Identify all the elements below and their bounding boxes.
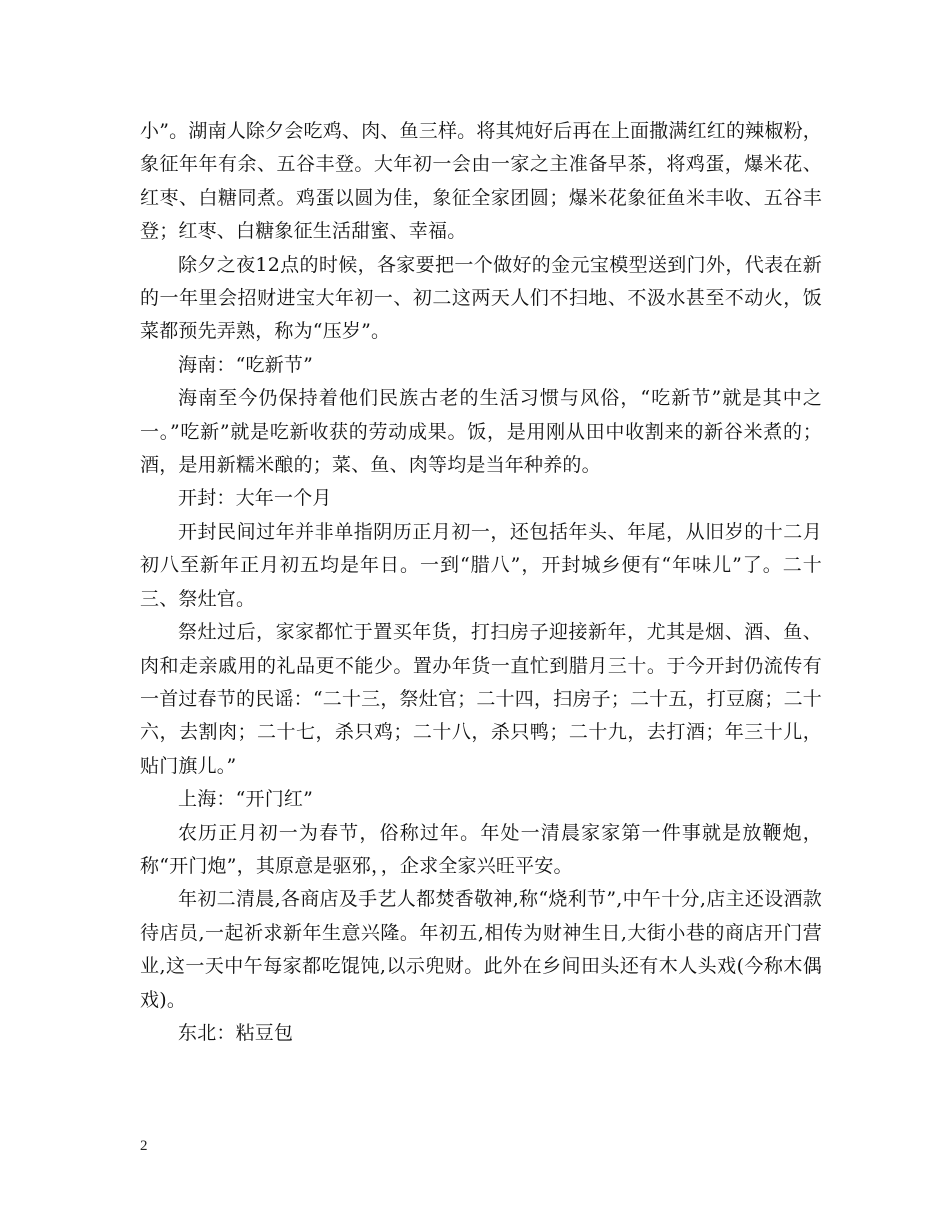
paragraph: 年初二清晨,各商店及手艺人都焚香敬神,称“烧利节”,中午十分,店主还设酒款待店员,一起祈求新年生意兴隆。年初五,相传为财神生日,大街小巷的商店开门营业,这一天中午每家都吃馄饨,以示兜财。此外在乡间田头还有木人头戏(今称木偶戏)。 [140, 888, 822, 1011]
paragraph: 开封民间过年并非单指阴历正月初一，还包括年头、年尾，从旧岁的十二月初八至新年正月初五均是年日。一到“腊八”，开封城乡便有“年味儿”了。二十三、祭灶官。 [140, 520, 822, 610]
section-heading-shanghai: 上海：“开门红” [178, 788, 314, 811]
section-heading-hainan: 海南：“吃新节” [178, 353, 314, 376]
document-body [140, 115, 822, 1050]
paragraph: 祭灶过后，家家都忙于置买年货，打扫房子迎接新年，尤其是烟、酒、鱼、肉和走亲戚用的礼品更不能少。置办年货一直忙到腊月三十。于今开封仍流传有一首过春节的民谣：“二十三，祭灶官；二十四，扫房子；二十五，打豆腐；二十六，去割肉；二十七，杀只鸡；二十八，杀只鸭；二十九，去打酒；年三十儿，贴门旗儿。” [140, 621, 822, 777]
paragraph: 农历正月初一为春节，俗称过年。年处一清晨家家第一件事就是放鞭炮，称“开门炮”，其原意是驱邪，，企求全家兴旺平安。 [140, 821, 822, 877]
section-heading-kaifeng: 开封：大年一个月 [178, 487, 332, 510]
paragraph: 小”。湖南人除夕会吃鸡、肉、鱼三样。将其炖好后再在上面撒满红红的辣椒粉，象征年年有余、五谷丰登。大年初一会由一家之主准备早茶，将鸡蛋，爆米花、红枣、白糖同煮。鸡蛋以圆为佳，象征全家团圆；爆米花象征鱼米丰收、五谷丰登；红枣、白糖象征生活甜蜜、幸福。 [140, 120, 822, 243]
page-number: 2 [140, 1138, 148, 1154]
paragraph: 除夕之夜12点的时候，各家要把一个做好的金元宝模型送到门外，代表在新的一年里会招财进宝大年初一、初二这两天人们不扫地、不汲水甚至不动火，饭菜都预先弄熟，称为“压岁”。 [140, 253, 822, 343]
section-heading-dongbei: 东北：粘豆包 [178, 1021, 294, 1044]
paragraph: 海南至今仍保持着他们民族古老的生活习惯与风俗，“吃新节”就是其中之一。”吃新”就是吃新收获的劳动成果。饭，是用刚从田中收割来的新谷米煮的；酒，是用新糯米酿的；菜、鱼、肉等均是当年种养的。 [140, 387, 822, 477]
